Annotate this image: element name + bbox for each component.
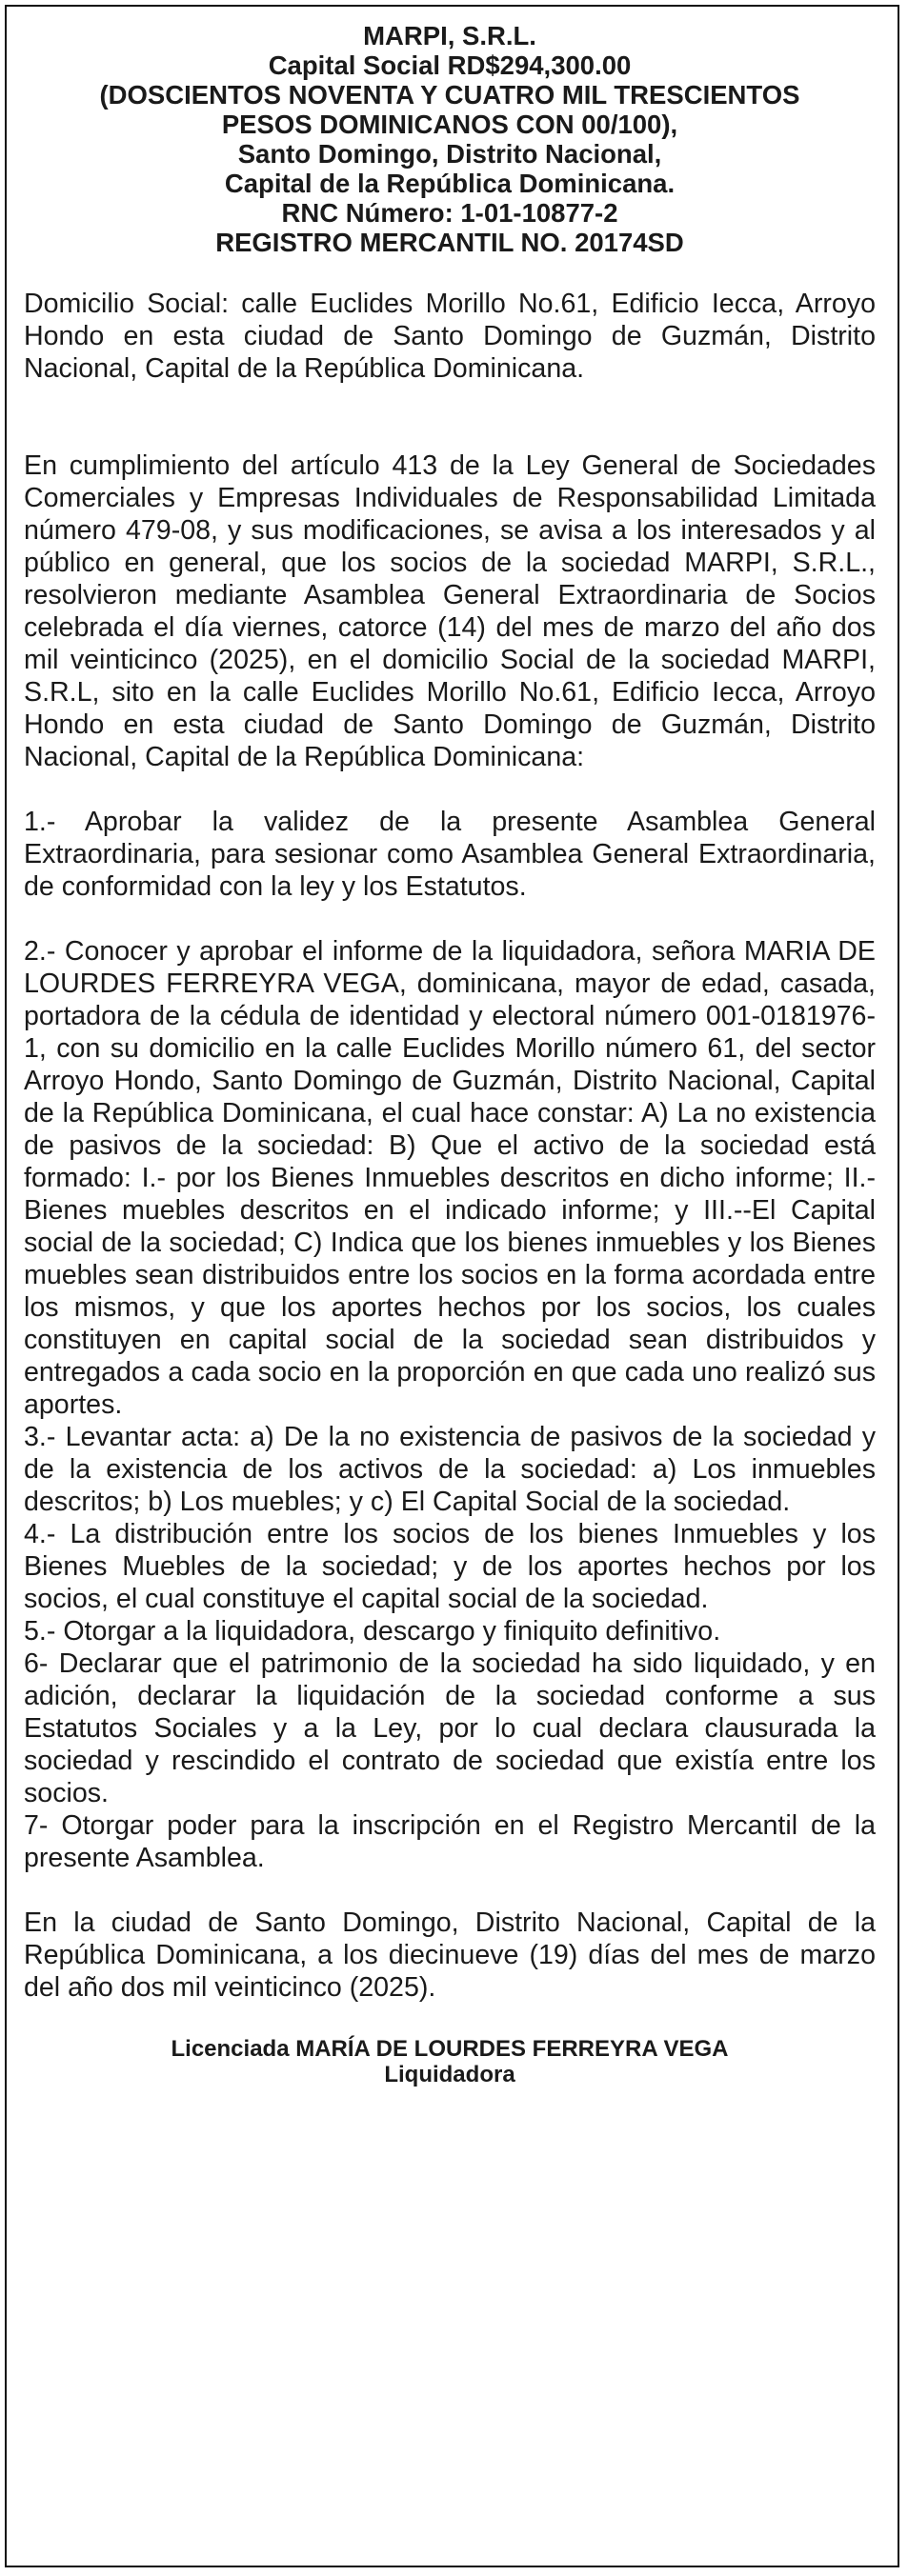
legal-notice bbox=[24, 21, 876, 2087]
city-line: Santo Domingo, Distrito Nacional, bbox=[237, 139, 662, 169]
signatory-role: Liquidadora bbox=[384, 2062, 515, 2087]
capital-in-words-line2: PESOS DOMINICANOS CON 00/100), bbox=[221, 110, 678, 139]
resolution-item-1: 1.- Aprobar la validez de la presente Asamblea General Extraordinaria, para sesionar como Asamblea General Extraordinaria, de conformidad con la ley y los Estatutos. bbox=[24, 807, 876, 902]
domicilio-social: Domicilio Social: calle Euclides Morillo No.61, Edificio Iecca, Arroyo Hondo en esta ciudad de Santo Domingo de Guzmán, Distrito Nacional, Capital de la República Dominicana. bbox=[24, 289, 876, 384]
capital-social: Capital Social RD$294,300.00 bbox=[268, 50, 632, 80]
resolution-item-4: 4.- La distribución entre los socios de los bienes Inmuebles y los Bienes Muebles de la sociedad; y de los aportes hechos por los socios, el cual constituye el capital social de la sociedad. bbox=[24, 1519, 876, 1614]
resolution-item-7: 7- Otorgar poder para la inscripción en el Registro Mercantil de la presente Asamblea. bbox=[24, 1810, 876, 1873]
resolution-item-5: 5.- Otorgar a la liquidadora, descargo y finiquito definitivo. bbox=[24, 1616, 721, 1647]
closing-paragraph: En la ciudad de Santo Domingo, Distrito Nacional, Capital de la República Dominicana, a los diecinueve (19) días del mes de marzo del año dos mil veinticinco (2025). bbox=[24, 1907, 876, 2003]
rnc-number: RNC Número: 1-01-10877-2 bbox=[281, 198, 618, 228]
signatory-name: Licenciada MARÍA DE LOURDES FERREYRA VEGA bbox=[171, 2036, 729, 2062]
signature-block bbox=[24, 2036, 876, 2087]
intro-paragraph: En cumplimiento del artículo 413 de la Ley General de Sociedades Comerciales y Empresas Individuales de Responsabilidad Limitada número 479-08, y sus modificaciones, se avisa a los interesados y al público en general, que los socios de la sociedad MARPI, S.R.L., resolvieron mediante Asamblea General Extraordinaria de Socios celebrada el día viernes, catorce (14) del mes de marzo del año dos mil veinticinco (2025), en el domicilio Social de la sociedad MARPI, S.R.L, sito en la calle Euclides Morillo No.61, Edificio Iecca, Arroyo Hondo en esta ciudad de Santo Domingo de Guzmán, Distrito Nacional, Capital de la República Dominicana: bbox=[24, 450, 876, 772]
resolution-item-3: 3.- Levantar acta: a) De la no existencia de pasivos de la sociedad y de la existencia de los activos de la sociedad: a) Los inmuebles descritos; b) Los muebles; y c) El Capital Social de la sociedad. bbox=[24, 1422, 876, 1517]
country-line: Capital de la República Dominicana. bbox=[224, 169, 676, 198]
registro-mercantil: REGISTRO MERCANTIL NO. 20174SD bbox=[215, 228, 684, 257]
resolution-item-2: 2.- Conocer y aprobar el informe de la liquidadora, señora MARIA DE LOURDES FERREYRA VEGA, dominicana, mayor de edad, casada, portadora de la cédula de identidad y electoral número 001-0181976-1, con su domicilio en la calle Euclides Morillo número 61, del sector Arroyo Hondo, Santo Domingo de Guzmán, Distrito Nacional, Capital de la República Dominicana, el cual hace constar: A) La no existencia de pasivos de la sociedad: B) Que el activo de la sociedad está formado: I.- por los Bienes Inmuebles descritos en dicho informe; II.- Bienes muebles descritos en el indicado informe; y III.--El Capital social de la sociedad; C) Indica que los bienes inmuebles y los Bienes muebles sean distribuidos entre los socios en la forma acordada entre los mismos, y que los aportes hechos por los socios, los cuales constituyen en capital social de la sociedad sean distribuidos y entregados a cada socio en la proporción en que cada uno realizó sus aportes. bbox=[24, 936, 876, 1420]
capital-in-words-line1: (DOSCIENTOS NOVENTA Y CUATRO MIL TRESCIENTOS bbox=[99, 80, 800, 110]
notice-header bbox=[24, 21, 876, 257]
company-name: MARPI, S.R.L. bbox=[363, 21, 536, 50]
resolution-item-6: 6- Declarar que el patrimonio de la sociedad ha sido liquidado, y en adición, declarar la liquidación de la sociedad conforme a sus Estatutos Sociales y a la Ley, por lo cual declara clausurada la sociedad y rescindido el contrato de sociedad que existía entre los socios. bbox=[24, 1648, 876, 1808]
